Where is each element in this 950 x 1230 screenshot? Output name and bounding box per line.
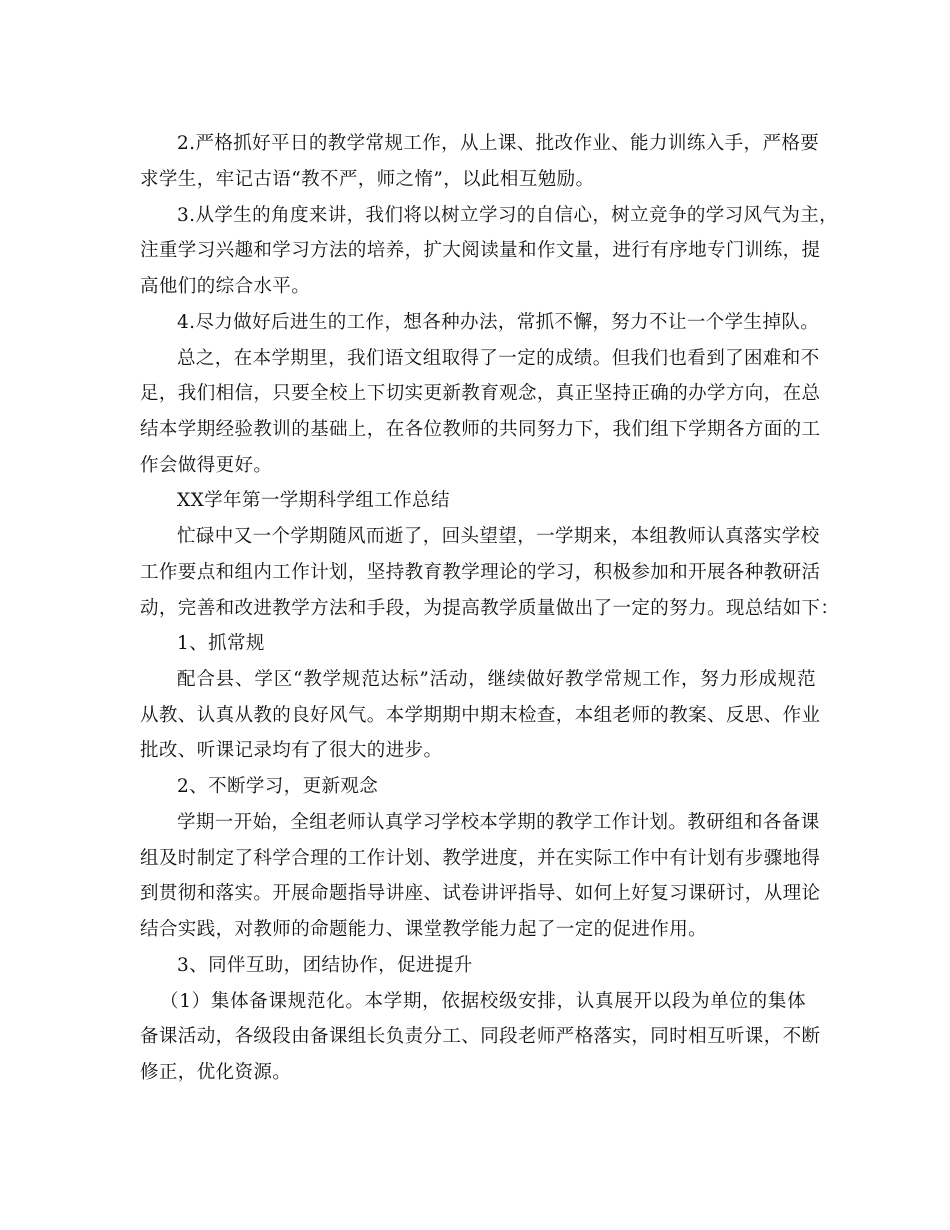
paragraph-line: 工作要点和组内工作计划，坚持教育教学理论的学习，积极参加和开展各种教研活 — [140, 562, 821, 583]
paragraph-line: 从教、认真从教的良好风气。本学期期中期末检查，本组老师的教案、反思、作业 — [140, 705, 821, 726]
paragraph-line: 组及时制定了科学合理的工作计划、教学进度，并在实际工作中有计划有步骤地得 — [140, 848, 821, 869]
paragraph-line: 结合实践，对教师的命题能力、课堂教学能力起了一定的促进作用。 — [140, 919, 708, 940]
paragraph-line: 4.尽力做好后进生的工作，想各种办法，常抓不懈，努力不让一个学生掉队。 — [177, 312, 820, 333]
paragraph-line: 注重学习兴趣和学习方法的培养，扩大阅读量和作文量，进行有序地专门训练，提 — [140, 240, 821, 261]
paragraph-line: 忙碌中又一个学期随风而逝了，回头望望，一学期来，本组教师认真落实学校 — [177, 526, 820, 547]
paragraph-line: 到贯彻和落实。开展命题指导讲座、试卷讲评指导、如何上好复习课研讨，从理论 — [140, 883, 821, 904]
section-title: XX学年第一学期科学组工作总结 — [177, 490, 450, 511]
paragraph-line: 求学生，牢记古语“教不严，师之惰”，以此相互勉励。 — [140, 169, 595, 190]
section-heading: 2、不断学习，更新观念 — [177, 776, 379, 797]
paragraph-line: 3.从学生的角度来讲，我们将以树立学习的自信心，树立竞争的学习风气为主， — [177, 205, 839, 226]
paragraph-line: 足，我们相信，只要全校上下切实更新教育观念，真正坚持正确的办学方向，在总 — [140, 383, 821, 404]
section-heading: 3、同伴互助，团结协作，促进提升 — [177, 955, 473, 976]
paragraph-line: 配合县、学区“教学规范达标”活动，继续做好教学常规工作，努力形成规范 — [177, 669, 816, 690]
paragraph-line: 总之，在本学期里，我们语文组取得了一定的成绩。但我们也看到了困难和不 — [177, 348, 820, 369]
paragraph-line: 学期一开始，全组老师认真学习学校本学期的教学工作计划。教研组和各备课 — [177, 812, 820, 833]
section-heading: 1、抓常规 — [177, 633, 265, 654]
paragraph-line: 高他们的综合水平。 — [140, 276, 311, 297]
paragraph-line: 结本学期经验教训的基础上，在各位教师的共同努力下，我们组下学期各方面的工 — [140, 419, 821, 440]
paragraph-line: 备课活动，各级段由备课组长负责分工、同段老师严格落实，同时相互听课，不断 — [140, 1026, 821, 1047]
paragraph-line: 作会做得更好。 — [140, 455, 273, 476]
paragraph-line: （1）集体备课规范化。本学期，依据校级安排，认真展开以段为单位的集体 — [160, 991, 806, 1012]
paragraph-line: 2.严格抓好平日的教学常规工作，从上课、批改作业、能力训练入手，严格要 — [177, 133, 820, 154]
paragraph-line: 动，完善和改进教学方法和手段，为提高教学质量做出了一定的努力。现总结如下： — [140, 598, 840, 619]
paragraph-line: 批改、听课记录均有了很大的进步。 — [140, 740, 443, 761]
paragraph-line: 修正，优化资源。 — [140, 1062, 292, 1083]
